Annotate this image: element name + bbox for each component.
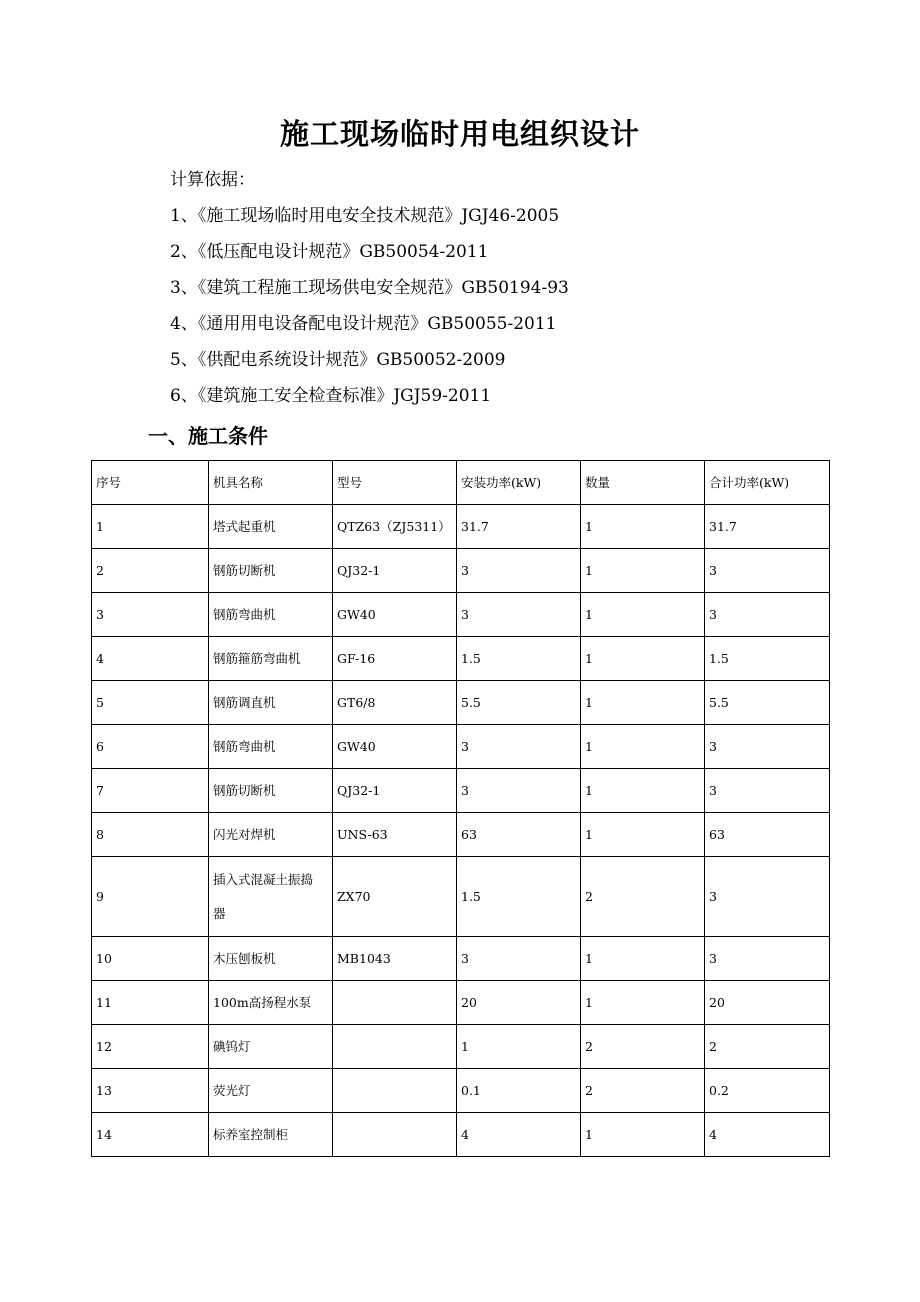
table-cell	[209, 857, 333, 937]
table-cell: MB1043	[333, 937, 457, 981]
table-cell: 1	[581, 769, 705, 813]
table-cell: 1	[92, 505, 209, 549]
table-cell: 1	[457, 1025, 581, 1069]
header-cell: 数量	[581, 461, 705, 505]
table-cell: GW40	[333, 593, 457, 637]
table-cell: 1	[581, 937, 705, 981]
table-row	[92, 1113, 830, 1157]
table-cell: QTZ63（ZJ5311）	[333, 505, 457, 549]
table-cell: 13	[92, 1069, 209, 1113]
table-cell: 11	[92, 981, 209, 1025]
table-row	[92, 681, 830, 725]
table-cell: 3	[457, 549, 581, 593]
table-cell: 0.1	[457, 1069, 581, 1113]
table-cell: ZX70	[333, 857, 457, 937]
table-cell: 1	[581, 725, 705, 769]
basis-item: 1、《施工现场临时用电安全技术规范》JGJ46-2005	[170, 206, 560, 226]
table-cell: 1	[581, 813, 705, 857]
table-cell: 钢筋切断机	[209, 769, 333, 813]
table-cell: 9	[92, 857, 209, 937]
basis-item: 4、《通用用电设备配电设计规范》GB50055-2011	[170, 314, 557, 334]
basis-item: 6、《建筑施工安全检查标准》JGJ59-2011	[170, 386, 492, 406]
table-row	[92, 981, 830, 1025]
table-cell	[333, 1113, 457, 1157]
table-cell: QJ32-1	[333, 769, 457, 813]
table-cell: 1	[581, 549, 705, 593]
table-cell: 1	[581, 505, 705, 549]
table-cell: 31.7	[457, 505, 581, 549]
table-cell: 3	[457, 937, 581, 981]
table-cell: 闪光对焊机	[209, 813, 333, 857]
table-cell: 20	[457, 981, 581, 1025]
table-header-row	[92, 461, 830, 505]
table-cell: 3	[457, 725, 581, 769]
table-row	[92, 725, 830, 769]
table-cell: QJ32-1	[333, 549, 457, 593]
table-cell: 1	[581, 593, 705, 637]
table-cell: 12	[92, 1025, 209, 1069]
table-cell: 2	[705, 1025, 830, 1069]
header-cell: 机具名称	[209, 461, 333, 505]
cell-text: 插入式混凝土振捣器	[213, 871, 314, 921]
table-cell: 钢筋弯曲机	[209, 725, 333, 769]
table-cell: 钢筋弯曲机	[209, 593, 333, 637]
table-cell: 100m高扬程水泵	[209, 981, 333, 1025]
table-cell: 1	[581, 1113, 705, 1157]
basis-label: 计算依据：	[170, 170, 255, 190]
table-cell: 63	[457, 813, 581, 857]
section-heading: 一、施工条件	[148, 424, 268, 448]
table-cell: 5	[92, 681, 209, 725]
basis-item: 3、《建筑工程施工现场供电安全规范》GB50194-93	[170, 278, 569, 298]
header-cell: 安装功率(kW)	[457, 461, 581, 505]
table-cell	[333, 1069, 457, 1113]
table-row	[92, 593, 830, 637]
table-cell	[333, 981, 457, 1025]
table-cell: 1.5	[457, 857, 581, 937]
calculation-basis	[170, 162, 569, 414]
table-cell: 2	[581, 1025, 705, 1069]
table-row	[92, 937, 830, 981]
table-cell: 钢筋箍筋弯曲机	[209, 637, 333, 681]
table-cell: 钢筋切断机	[209, 549, 333, 593]
header-cell: 合计功率(kW)	[705, 461, 830, 505]
table-cell: 碘钨灯	[209, 1025, 333, 1069]
table-cell: 8	[92, 813, 209, 857]
table-row	[92, 769, 830, 813]
header-cell: 序号	[92, 461, 209, 505]
table-cell: 3	[705, 937, 830, 981]
table-cell: UNS-63	[333, 813, 457, 857]
document-title: 施工现场临时用电组织设计	[279, 117, 640, 151]
basis-item: 5、《供配电系统设计规范》GB50052-2009	[170, 350, 506, 370]
table-cell: 标养室控制柜	[209, 1113, 333, 1157]
table-cell: 3	[457, 593, 581, 637]
table-cell: 1.5	[705, 637, 830, 681]
table-cell: 2	[92, 549, 209, 593]
table-cell: 2	[581, 1069, 705, 1113]
table-cell: GW40	[333, 725, 457, 769]
table-cell: 0.2	[705, 1069, 830, 1113]
table-cell: 3	[705, 593, 830, 637]
table-cell: 3	[705, 769, 830, 813]
table-cell: 6	[92, 725, 209, 769]
table-cell: 塔式起重机	[209, 505, 333, 549]
table-row	[92, 857, 830, 937]
table-row	[92, 505, 830, 549]
table-cell: 木压刨板机	[209, 937, 333, 981]
table-cell: 3	[92, 593, 209, 637]
header-cell: 型号	[333, 461, 457, 505]
table-cell: 3	[705, 857, 830, 937]
table-cell: 荧光灯	[209, 1069, 333, 1113]
table-row	[92, 1025, 830, 1069]
table-cell: GF-16	[333, 637, 457, 681]
table-cell: 31.7	[705, 505, 830, 549]
table-cell: 3	[705, 549, 830, 593]
table-cell: 10	[92, 937, 209, 981]
table-cell: 1	[581, 981, 705, 1025]
table-cell: 钢筋调直机	[209, 681, 333, 725]
table-row	[92, 1069, 830, 1113]
table-cell: 1	[581, 681, 705, 725]
equipment-table	[91, 460, 830, 1157]
table-cell: 2	[581, 857, 705, 937]
table-cell: GT6/8	[333, 681, 457, 725]
table-cell: 3	[457, 769, 581, 813]
table-cell: 20	[705, 981, 830, 1025]
table-cell: 63	[705, 813, 830, 857]
table-cell: 1.5	[457, 637, 581, 681]
table-row	[92, 549, 830, 593]
table-cell: 3	[705, 725, 830, 769]
table-cell: 4	[92, 637, 209, 681]
table-cell: 5.5	[457, 681, 581, 725]
table-cell: 7	[92, 769, 209, 813]
table-row	[92, 813, 830, 857]
table-cell: 14	[92, 1113, 209, 1157]
table-cell: 4	[705, 1113, 830, 1157]
basis-item: 2、《低压配电设计规范》GB50054-2011	[170, 242, 489, 262]
table-cell: 5.5	[705, 681, 830, 725]
table-cell	[333, 1025, 457, 1069]
table-row	[92, 637, 830, 681]
table-cell: 4	[457, 1113, 581, 1157]
table-cell: 1	[581, 637, 705, 681]
